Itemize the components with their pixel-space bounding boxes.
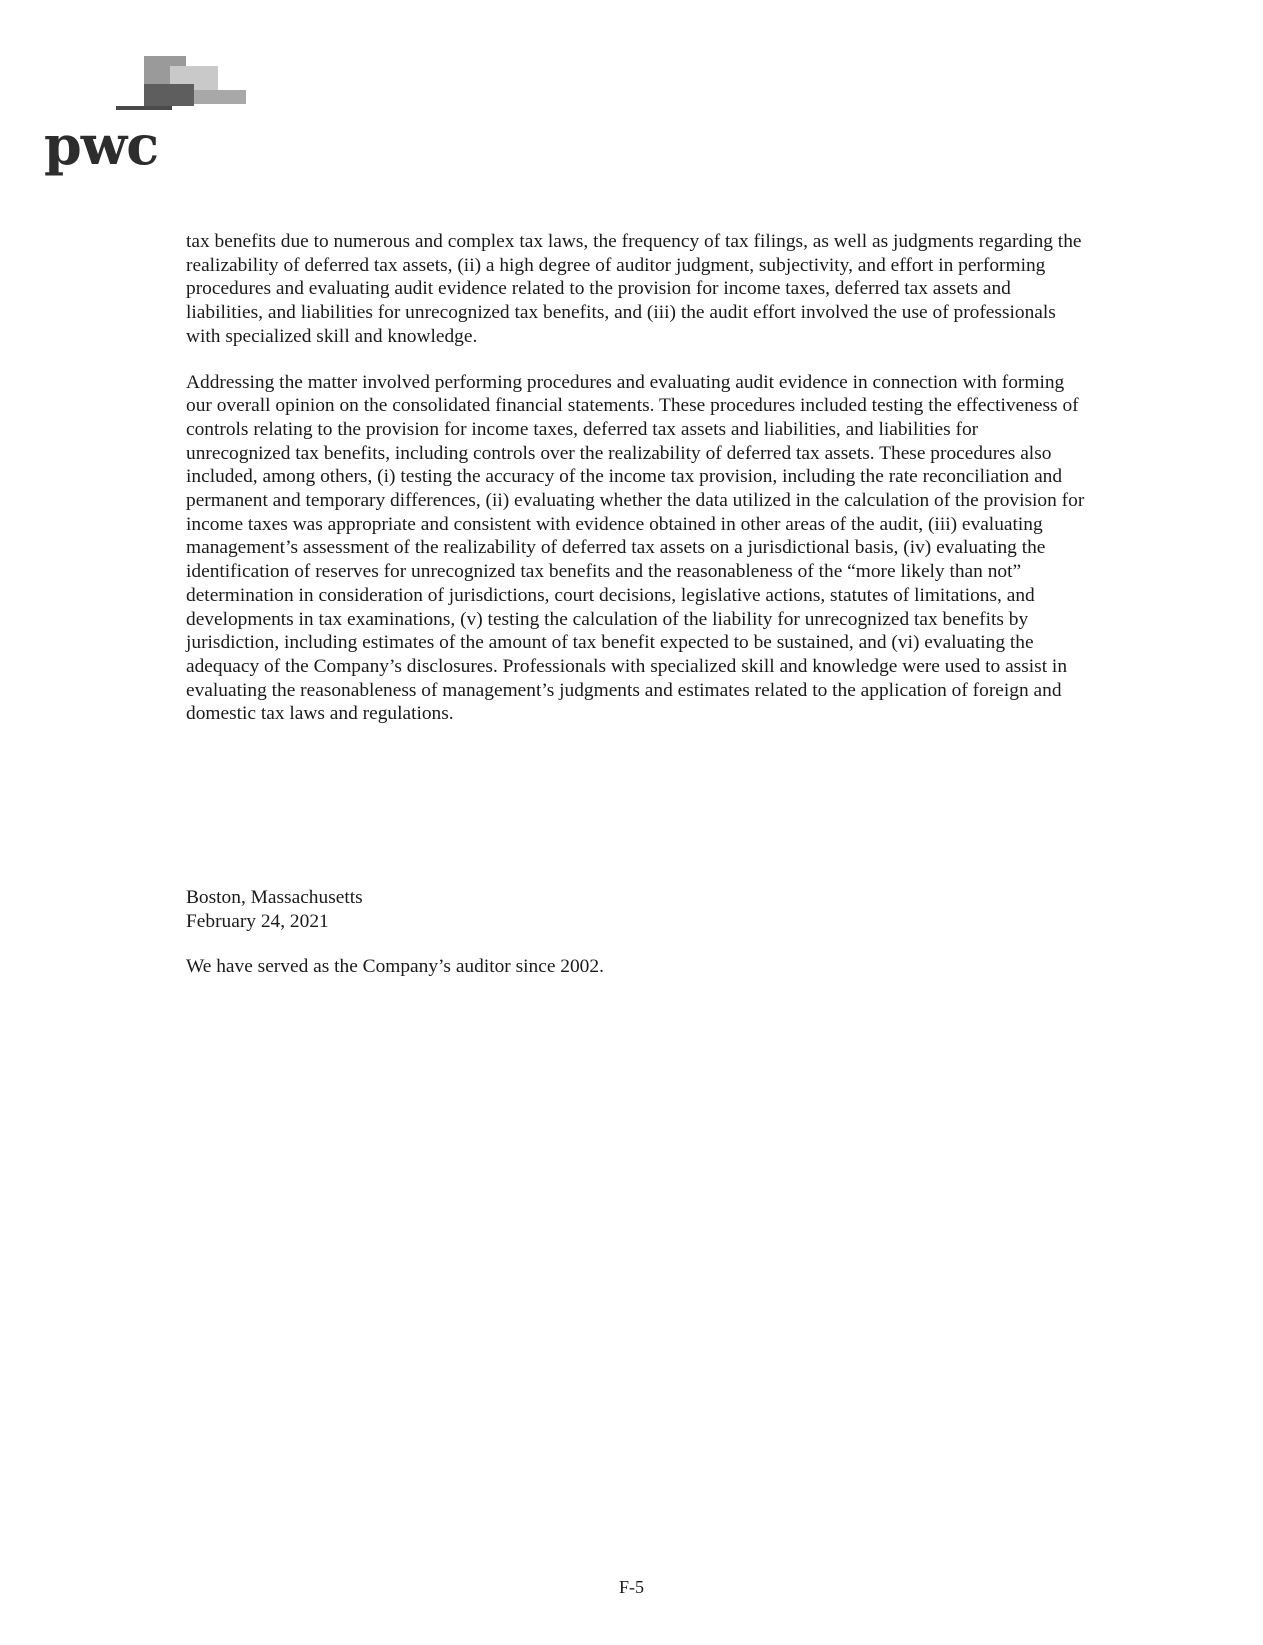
signature-block [186, 886, 363, 933]
paragraph-tax-benefits: tax benefits due to numerous and complex tax laws, the frequency of tax filings, as well as judgments regarding the realizability of deferred tax assets, (ii) a high degree of auditor judgment, subjectivity, and effort in performing procedures and evaluating audit evidence related to the provision for income taxes, deferred tax assets and liabilities, and liabilities for unrecognized tax benefits, and (iii) the audit effort involved the use of professionals with specialized skill and knowledge. [186, 231, 1082, 347]
pwc-logo [44, 56, 214, 186]
signature-city: Boston, Massachusetts [186, 887, 363, 908]
page-number: F-5 [618, 1577, 644, 1597]
paragraph-addressing-matter: Addressing the matter involved performing procedures and evaluating audit evidence in connection with forming our overall opinion on the consolidated financial statements. These procedures included testing the effectiveness of controls relating to the provision for income taxes, deferred tax assets and liabilities, and liabilities for unrecognized tax benefits, including controls over the realizability of deferred tax assets. These procedures also included, among others, (i) testing the accuracy of the income tax provision, including the rate reconciliation and permanent and temporary differences, (ii) evaluating whether the data utilized in the calculation of the provision for income taxes was appropriate and consistent with evidence obtained in other areas of the audit, (iii) evaluating management’s assessment of the realizability of deferred tax assets on a jurisdictional basis, (iv) evaluating the identification of reserves for unrecognized tax benefits and the reasonableness of the “more likely than not” determination in consideration of jurisdictions, court decisions, legislative actions, statutes of limitations, and developments in tax examinations, (v) testing the calculation of the liability for unrecognized tax benefits by jurisdiction, including estimates of the amount of tax benefit expected to be sustained, and (vi) evaluating the adequacy of the Company’s disclosures. Professionals with specialized skill and knowledge were used to assist in evaluating the reasonableness of management’s judgments and estimates related to the application of foreign and domestic tax laws and regulations. [186, 371, 1085, 725]
report-body [186, 230, 1086, 726]
signature-date: February 24, 2021 [186, 910, 329, 932]
logo-wordmark: pwc [44, 113, 159, 177]
auditor-tenure-statement: We have served as the Company’s auditor since 2002. [186, 956, 604, 977]
logo-square-mid [144, 84, 194, 106]
logo-square-bottom [194, 90, 246, 104]
logo-bar [116, 106, 172, 110]
